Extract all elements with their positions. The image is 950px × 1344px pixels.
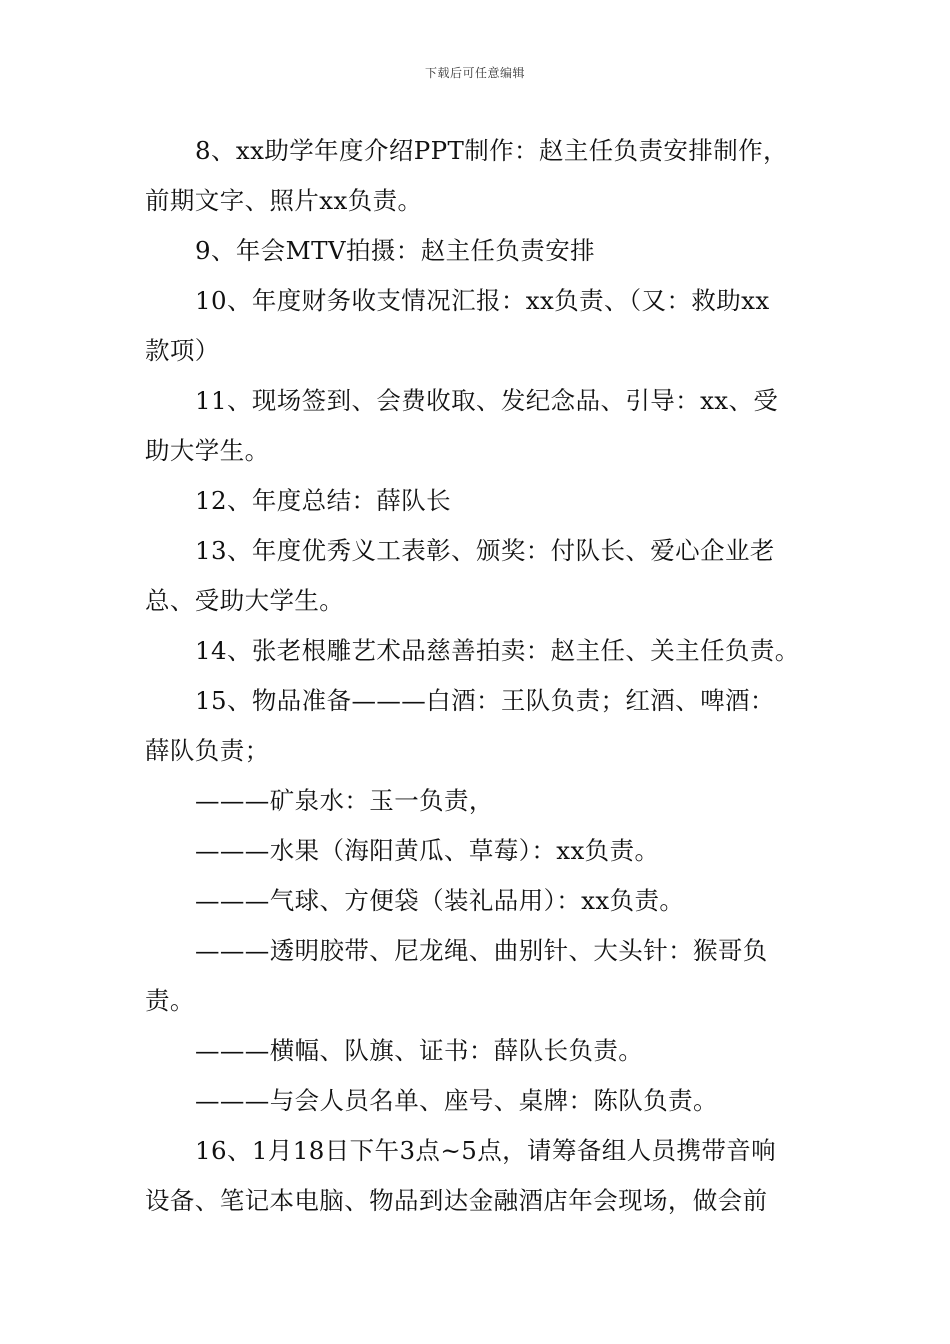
sub-item-fruit [145,826,807,876]
paragraph-item-8 [145,126,807,226]
paragraph-item-16 [145,1126,807,1226]
paragraph-item-12 [145,476,807,526]
paragraph-line: ———矿泉水：玉一负责， [195,786,494,815]
sub-item-water [145,776,807,826]
paragraph-line: 总、受助大学生。 [145,586,345,615]
paragraph-line: 16、1月18日下午3点~5点，请筹备组人员携带音响 [195,1136,777,1165]
paragraph-line: 助大学生。 [145,436,270,465]
page-header: 下载后可任意编辑 [424,66,525,80]
paragraph-line: 责。 [145,986,195,1015]
paragraph-line: 11、现场签到、会费收取、发纪念品、引导：xx、受 [195,386,779,415]
paragraph-item-9 [145,226,807,276]
sub-item-banner [145,1026,807,1076]
paragraph-item-13 [145,526,807,626]
paragraph-item-15 [145,676,807,776]
paragraph-line: 15、物品准备———白酒：王队负责；红酒、啤酒： [195,686,775,715]
paragraph-line: ———气球、方便袋（装礼品用）：xx负责。 [195,886,685,915]
paragraph-line: 13、年度优秀义工表彰、颁奖：付队长、爱心企业老 [195,536,775,565]
document-body [145,126,807,1226]
paragraph-line: ———横幅、队旗、证书：薛队长负责。 [195,1036,644,1065]
sub-item-balloons [145,876,807,926]
paragraph-line: 10、年度财务收支情况汇报：xx负责、（又：救助xx [195,286,770,315]
paragraph-line: 设备、笔记本电脑、物品到达金融酒店年会现场，做会前 [145,1186,768,1215]
paragraph-line: 12、年度总结：薛队长 [195,486,452,515]
paragraph-line: 薛队负责； [145,736,270,765]
paragraph-item-10 [145,276,807,376]
paragraph-line: 9、年会MTV拍摄：赵主任负责安排 [195,236,596,265]
paragraph-line: 款项） [145,336,220,365]
paragraph-line: ———水果（海阳黄瓜、草莓）：xx负责。 [195,836,660,865]
paragraph-line: 8、xx助学年度介绍PPT制作：赵主任负责安排制作， [195,136,788,165]
paragraph-item-14 [145,626,807,676]
paragraph-line: ———与会人员名单、座号、桌牌：陈队负责。 [195,1086,718,1115]
paragraph-line: ———透明胶带、尼龙绳、曲别针、大头针：猴哥负 [195,936,768,965]
paragraph-line: 14、张老根雕艺术品慈善拍卖：赵主任、关主任负责。 [195,636,800,665]
paragraph-line: 前期文字、照片xx负责。 [145,186,423,215]
sub-item-attendee-list [145,1076,807,1126]
paragraph-item-11 [145,376,807,476]
sub-item-tape [145,926,807,1026]
